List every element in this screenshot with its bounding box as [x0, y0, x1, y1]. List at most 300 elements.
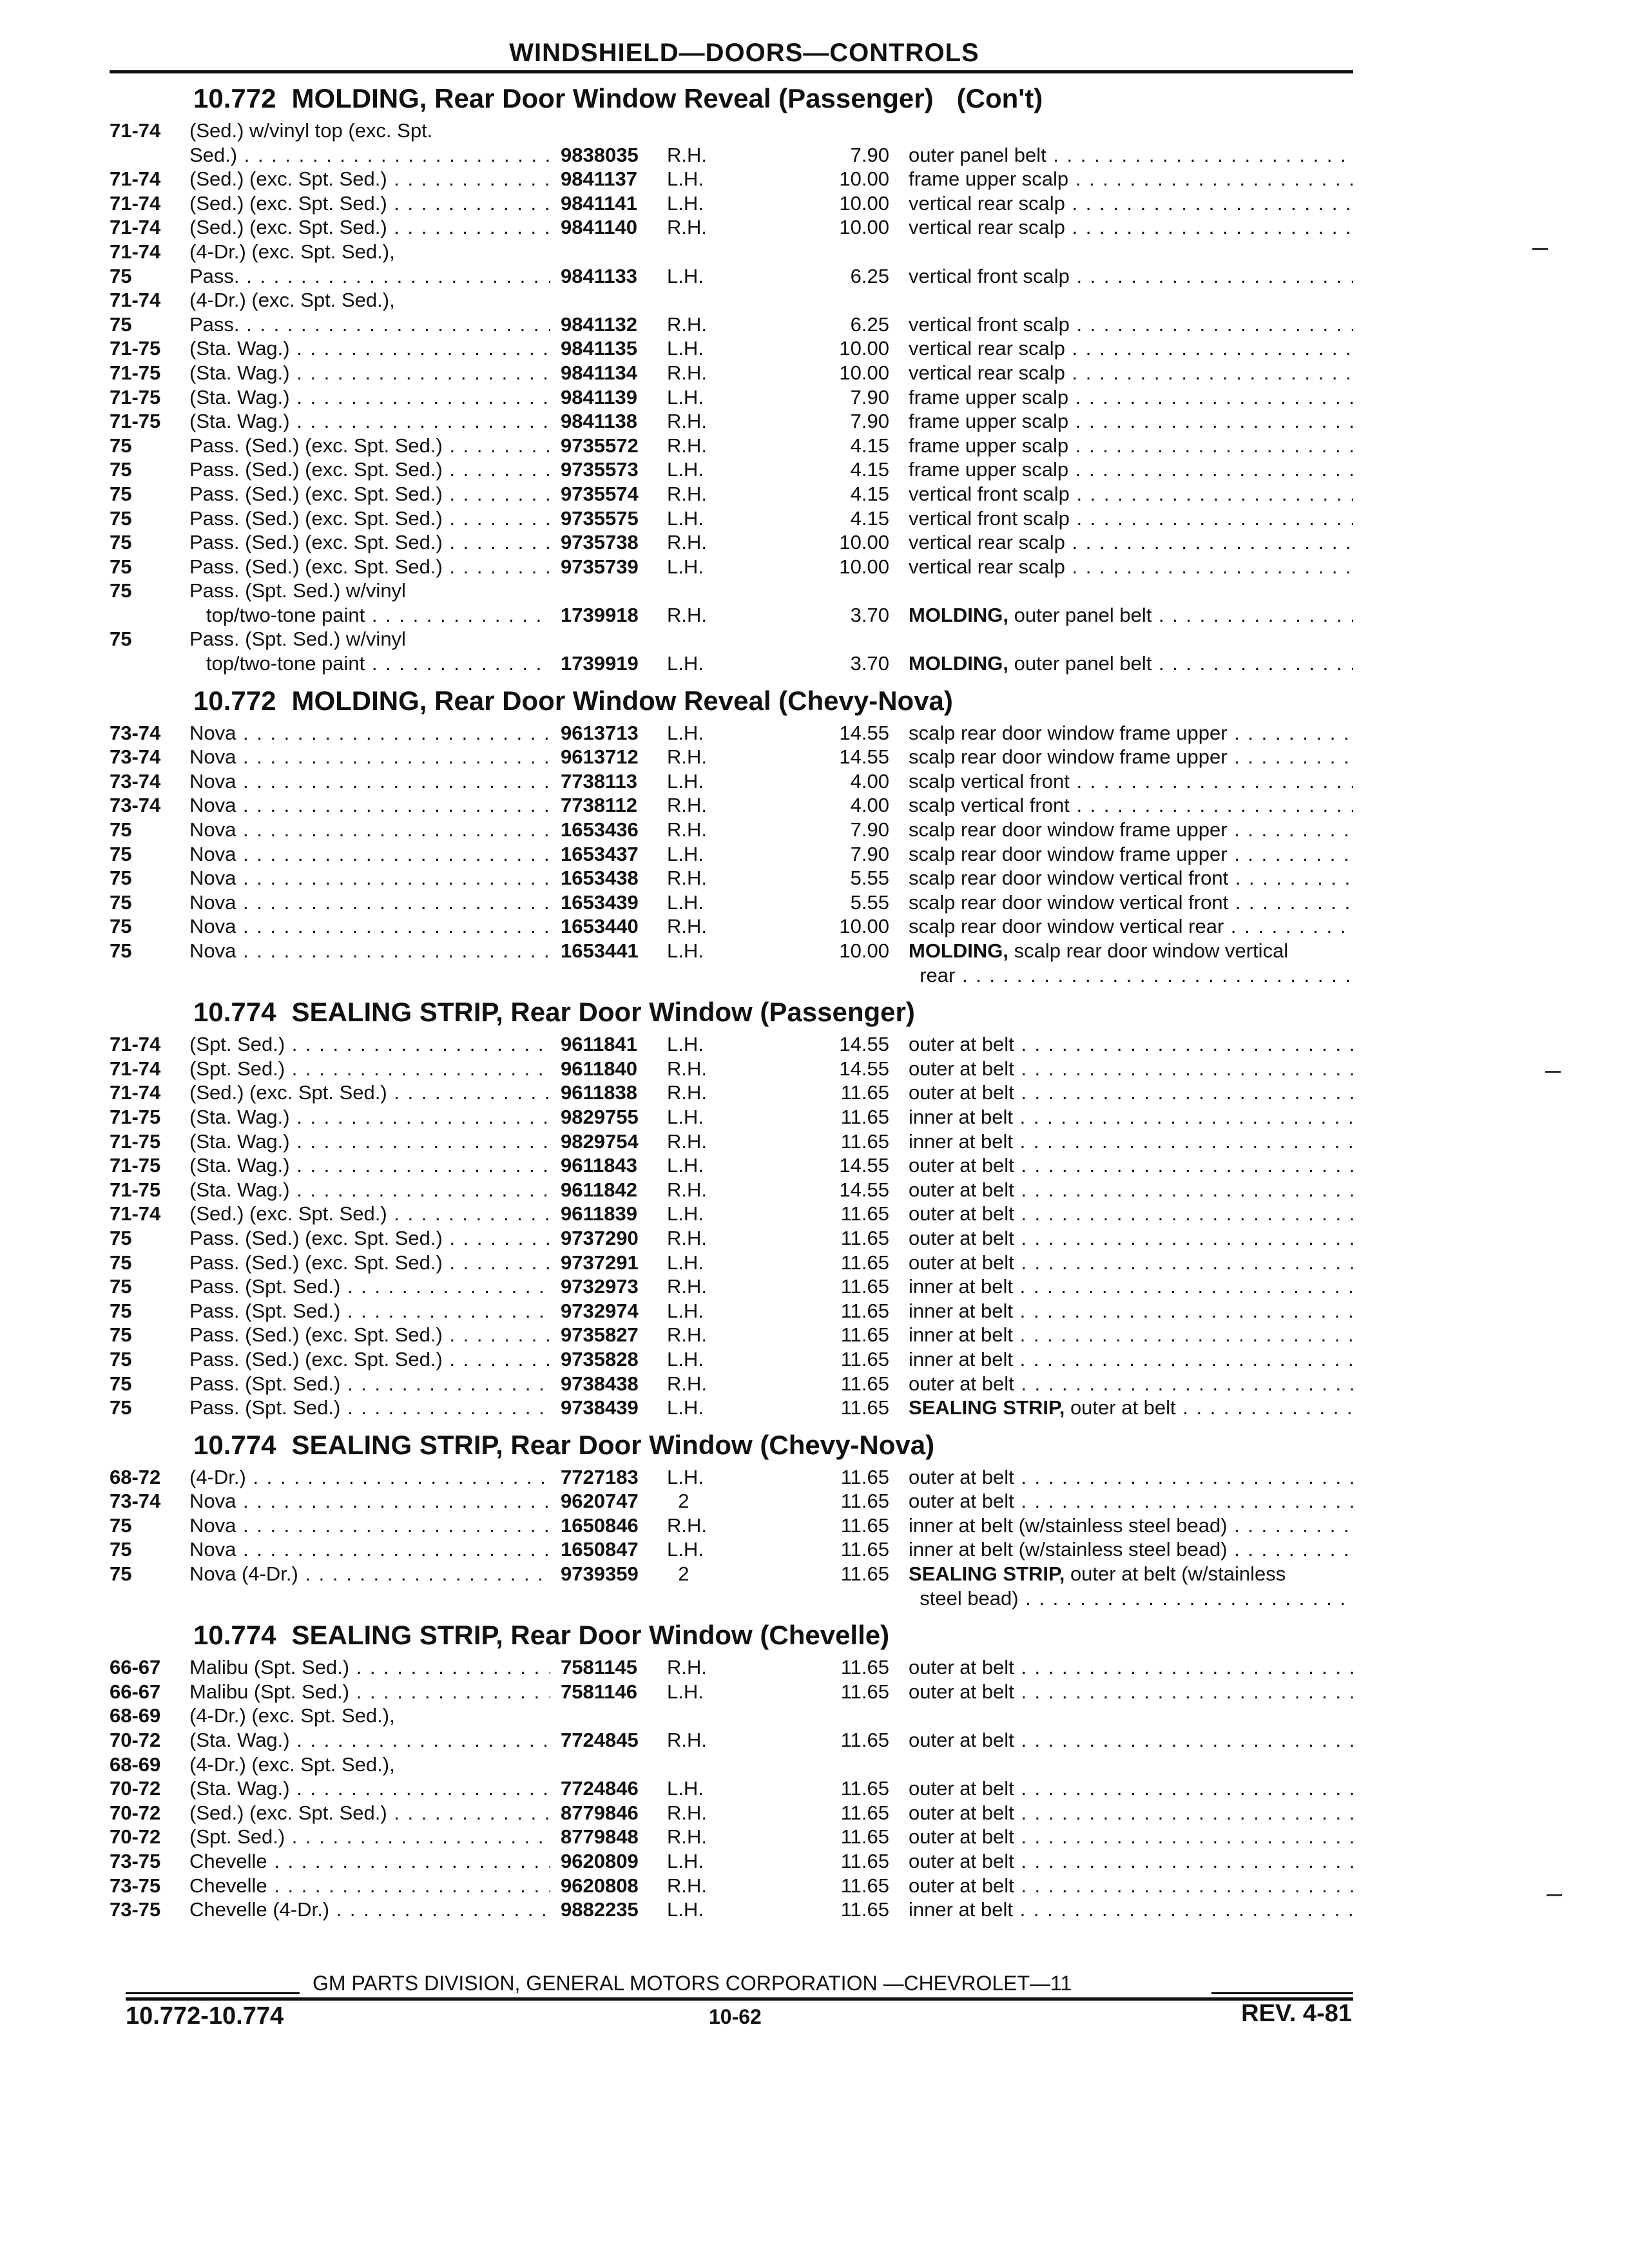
model-year: 75: [110, 939, 132, 962]
description-text: inner at belt (w/stainless steel bead): [909, 1538, 1228, 1561]
table-row: [110, 361, 1353, 385]
price: 10.00: [839, 191, 889, 215]
table-row: [110, 434, 1353, 458]
part-number: 9737291: [561, 1251, 639, 1274]
table-row: [110, 890, 1353, 915]
part-description: [909, 842, 1353, 867]
part-number: 9611838: [561, 1081, 637, 1104]
table-row: [110, 119, 1353, 143]
model-description: Pass. (Sed.) (exc. Spt. Sed.) . . .: [189, 1347, 550, 1372]
footer-section-range: 10.772-10.774: [126, 2003, 284, 2030]
description-text: outer at belt: [909, 1729, 1014, 1752]
price: 11.65: [840, 1680, 889, 1703]
model-year: 73-74: [110, 745, 161, 769]
description-text: outer at belt: [909, 1154, 1014, 1177]
description-text: vertical rear scalp: [909, 191, 1065, 215]
part-number: 9620809: [561, 1850, 639, 1872]
price: 14.55: [839, 1033, 889, 1056]
part-description: [909, 890, 1353, 915]
side-qty: L.H.: [667, 506, 704, 530]
part-description: [909, 1274, 1353, 1299]
part-number: 1739918: [561, 603, 639, 626]
part-number: 7724845: [561, 1729, 639, 1752]
description-text: scalp rear door window vertical front: [909, 867, 1229, 890]
side-qty: R.H.: [667, 312, 707, 336]
table-row: [110, 1251, 1353, 1275]
part-description: [909, 506, 1353, 531]
price: 5.55: [850, 890, 889, 914]
description-text: outer at belt: [909, 1226, 1014, 1249]
model-description: (Sed.) (exc. Spt. Sed.) . . .: [189, 167, 550, 191]
description-text: vertical rear scalp: [909, 337, 1065, 360]
table-row: [110, 793, 1353, 818]
model-description: Nova . . .: [189, 914, 550, 939]
table-row: [110, 651, 1353, 676]
table-row: [110, 603, 1353, 628]
description-text: scalp rear door window frame upper: [909, 721, 1228, 744]
side-qty: L.H.: [667, 337, 704, 360]
price: 11.65: [840, 1299, 889, 1322]
side-qty: L.H.: [667, 721, 704, 744]
footer-rule: [126, 1997, 1353, 2001]
part-description: [909, 191, 1353, 216]
price: 11.65: [840, 1656, 889, 1679]
side-qty: R.H.: [667, 1323, 707, 1347]
model-description: Pass. (Spt. Sed.) w/vinyl: [189, 579, 406, 602]
part-number: 8779848: [561, 1825, 639, 1849]
table-row: [110, 939, 1353, 963]
table-row: [110, 1680, 1353, 1704]
price: 10.00: [839, 531, 889, 554]
part-number: 9841133: [561, 264, 637, 287]
side-qty: R.H.: [667, 143, 707, 166]
description-text: scalp rear door window vertical: [1014, 939, 1289, 962]
model-year: 66-67: [110, 1656, 161, 1679]
part-number: 9611839: [561, 1202, 637, 1225]
model-year: 75: [110, 312, 132, 336]
side-qty: L.H.: [667, 1347, 704, 1370]
footer-division: GM PARTS DIVISION, GENERAL MOTORS CORPORATION —CHEVROLET—11: [313, 1972, 1072, 1995]
part-number: 1653436: [561, 818, 639, 841]
model-description: Nova . . .: [189, 769, 550, 794]
model-description: Nova . . .: [189, 866, 550, 890]
price: 11.65: [840, 1898, 889, 1921]
side-qty: L.H.: [667, 1299, 704, 1322]
part-description: [909, 1489, 1353, 1514]
table-row: [110, 1081, 1353, 1105]
part-description: [909, 143, 1353, 168]
table-row: [110, 482, 1353, 506]
part-number: 9882235: [561, 1898, 639, 1921]
table-row: [110, 1489, 1353, 1514]
part-description: [909, 866, 1353, 890]
price: 7.90: [850, 842, 889, 865]
part-description: [909, 312, 1353, 337]
model-year: 70-72: [110, 1825, 161, 1849]
part-number: 9739359: [561, 1562, 639, 1586]
part-number: 9735828: [561, 1347, 639, 1370]
part-number: 7581146: [561, 1680, 637, 1703]
model-year: 75: [110, 506, 132, 530]
part-description: [909, 1562, 1353, 1586]
part-description: [909, 1801, 1353, 1825]
side-qty: R.H.: [667, 1874, 707, 1897]
part-number: 8779846: [561, 1801, 639, 1824]
side-qty: R.H.: [667, 1825, 707, 1849]
part-description: [909, 1299, 1353, 1323]
section-title: [110, 79, 1353, 119]
section-number: 10.774: [193, 1429, 276, 1460]
description-text: outer at belt: [909, 1465, 1014, 1488]
side-qty: L.H.: [667, 1777, 704, 1800]
price: 11.65: [840, 1226, 889, 1249]
model-year: 71-74: [110, 1057, 161, 1080]
side-qty: L.H.: [667, 1105, 704, 1128]
description-text: frame upper scalp: [909, 458, 1069, 481]
model-description: (Sta. Wag.) . . .: [189, 1105, 550, 1129]
side-qty: R.H.: [667, 745, 707, 769]
model-year: 75: [110, 628, 132, 651]
price: 10.00: [839, 555, 889, 578]
table-row: [110, 1562, 1353, 1586]
part-number: 9841132: [561, 312, 637, 336]
table-row: [110, 336, 1353, 361]
part-number: 9611841: [561, 1033, 637, 1056]
table-row: [110, 1347, 1353, 1372]
part-description: [909, 1202, 1353, 1226]
description-text: outer at belt: [909, 1825, 1014, 1849]
table-row: [110, 1849, 1353, 1874]
part-description: [909, 1874, 1353, 1898]
model-year: 71-75: [110, 410, 161, 433]
description-text: scalp vertical front: [909, 794, 1070, 817]
model-year: 71-74: [110, 216, 161, 239]
table-row: [110, 1274, 1353, 1299]
part-name-bold: SEALING STRIP,: [909, 1562, 1065, 1586]
model-year: 75: [110, 555, 132, 578]
model-description: Nova . . .: [189, 1489, 550, 1514]
table-row: [110, 1299, 1353, 1323]
model-description: Pass. (Spt. Sed.) w/vinyl: [189, 628, 406, 651]
model-year: 75: [110, 1396, 132, 1419]
description-text: outer at belt: [909, 1801, 1014, 1824]
table-row: [110, 866, 1353, 890]
table-row: [110, 769, 1353, 794]
table-row: [110, 1032, 1353, 1057]
footer-page-number: 10-62: [709, 2005, 762, 2028]
part-number: 1653439: [561, 890, 639, 914]
price: 11.65: [840, 1251, 889, 1274]
table-row: [110, 579, 1353, 603]
parts-section: [110, 1425, 1353, 1611]
side-qty: R.H.: [667, 915, 707, 938]
table-row: [110, 457, 1353, 482]
part-description: [909, 745, 1353, 769]
price: 14.55: [839, 1178, 889, 1201]
model-year: 70-72: [110, 1729, 161, 1752]
model-description: (Sta. Wag.) . . .: [189, 385, 550, 410]
table-row: [110, 215, 1353, 240]
model-year: 71-74: [110, 240, 161, 263]
model-year: 75: [110, 434, 132, 457]
model-description: Malibu (Spt. Sed.) . . .: [189, 1655, 550, 1680]
model-year: 71-75: [110, 337, 161, 360]
price: 11.65: [840, 1874, 889, 1897]
price: 10.00: [839, 939, 889, 962]
part-description: [909, 769, 1353, 794]
side-qty: R.H.: [667, 1656, 707, 1679]
model-year: 68-69: [110, 1704, 161, 1727]
description-text: outer at belt (w/stainless: [1070, 1562, 1286, 1586]
table-row: [110, 1372, 1353, 1396]
table-row: [110, 1825, 1353, 1849]
model-description: Nova . . .: [189, 818, 550, 842]
model-year: 75: [110, 1538, 132, 1561]
table-row: [110, 506, 1353, 531]
description-text: scalp vertical front: [909, 769, 1070, 793]
table-row: [110, 1226, 1353, 1251]
table-row: [110, 721, 1353, 745]
side-qty: L.H.: [667, 1251, 704, 1274]
part-name-bold: SEALING STRIP,: [909, 1396, 1065, 1419]
price: 11.65: [840, 1081, 889, 1104]
header-rule: [110, 70, 1353, 73]
side-qty: L.H.: [667, 1680, 704, 1703]
part-description: [909, 1153, 1353, 1178]
description-text: outer at belt: [909, 1202, 1014, 1225]
part-number: 7727183: [561, 1465, 639, 1488]
table-row: [110, 143, 1353, 168]
part-number: 9735574: [561, 482, 639, 505]
model-description: Pass. (Spt. Sed.) . . .: [189, 1372, 550, 1396]
section-heading: SEALING STRIP, Rear Door Window (Chevy-Nova): [291, 1429, 935, 1460]
part-number: 9735738: [561, 531, 639, 554]
margin-mark: [1545, 1071, 1561, 1073]
table-row: [110, 240, 1353, 264]
side-qty: L.H.: [667, 1033, 704, 1056]
price: 7.90: [850, 818, 889, 841]
side-qty: R.H.: [667, 1129, 707, 1153]
table-row: [110, 842, 1353, 867]
sections-container: [110, 79, 1353, 1922]
price: 11.65: [840, 1850, 889, 1872]
side-qty: L.H.: [667, 842, 704, 865]
section-number: 10.774: [193, 1620, 276, 1651]
price: 14.55: [839, 721, 889, 744]
part-description: [909, 555, 1353, 579]
part-description: [909, 530, 1353, 555]
side-qty: R.H.: [667, 434, 707, 457]
part-description: [909, 914, 1353, 939]
parts-section: [110, 79, 1353, 676]
description-text: outer at belt: [1070, 1396, 1176, 1419]
model-year: 71-74: [110, 191, 161, 215]
table-row: [110, 1776, 1353, 1801]
table-row: [110, 1655, 1353, 1680]
price: 11.65: [840, 1202, 889, 1225]
part-description: [909, 434, 1353, 458]
price: 11.65: [840, 1538, 889, 1561]
part-number: 9841134: [561, 361, 637, 384]
model-description: (4-Dr.) . . .: [189, 1465, 550, 1490]
description-text: inner at belt: [909, 1129, 1013, 1153]
model-year: 71-75: [110, 1105, 161, 1128]
side-qty: R.H.: [667, 216, 707, 239]
side-qty: R.H.: [667, 410, 707, 433]
parts-section: [110, 1615, 1353, 1922]
part-number: 9735575: [561, 506, 639, 530]
part-number: 9732973: [561, 1275, 639, 1298]
part-description: [909, 1178, 1353, 1202]
side-qty: R.H.: [667, 361, 707, 384]
price: 7.90: [850, 385, 889, 408]
part-number: 9611843: [561, 1154, 637, 1177]
section-title: [110, 1615, 1353, 1655]
table-row: [110, 818, 1353, 842]
part-description: [909, 1728, 1353, 1753]
price: 14.55: [839, 1057, 889, 1080]
model-year: 71-74: [110, 119, 161, 142]
table-row: [110, 191, 1353, 216]
description-text: outer at belt: [909, 1372, 1014, 1395]
model-year: 71-74: [110, 1202, 161, 1225]
model-year: 71-74: [110, 289, 161, 312]
description-text: inner at belt: [909, 1105, 1013, 1128]
side-qty: L.H.: [667, 168, 704, 191]
part-number: 9838035: [561, 143, 639, 166]
part-description: [909, 963, 1353, 988]
model-description: (Sed.) (exc. Spt. Sed.) . . .: [189, 1801, 550, 1825]
price: 11.65: [840, 1129, 889, 1153]
side-qty: R.H.: [667, 1514, 707, 1537]
price: 4.15: [850, 482, 889, 505]
model-description: Nova . . .: [189, 793, 550, 818]
side-qty: R.H.: [667, 1729, 707, 1752]
table-row: [110, 288, 1353, 312]
model-year: 68-69: [110, 1753, 161, 1776]
side-qty: L.H.: [667, 1465, 704, 1488]
description-text: frame upper scalp: [909, 434, 1069, 457]
price: 11.65: [840, 1347, 889, 1370]
model-description: (Sta. Wag.) . . .: [189, 1178, 550, 1202]
part-description: [909, 409, 1353, 434]
description-text: scalp rear door window frame upper: [909, 842, 1228, 865]
part-number: 9735572: [561, 434, 639, 457]
part-description: [909, 1898, 1353, 1922]
model-year: 75: [110, 579, 132, 602]
model-description: Nova . . .: [189, 745, 550, 769]
model-description: (Spt. Sed.) . . .: [189, 1825, 550, 1849]
part-number: 9611842: [561, 1178, 637, 1201]
table-row: [110, 1153, 1353, 1178]
model-description: (4-Dr.) (exc. Spt. Sed.),: [189, 1753, 395, 1776]
description-text: frame upper scalp: [909, 410, 1069, 433]
price: 11.65: [840, 1825, 889, 1849]
model-description: top/two-tone paint . . .: [189, 603, 550, 628]
model-description: Pass. (Spt. Sed.) . . .: [189, 1299, 550, 1323]
description-text: outer at belt: [909, 1680, 1014, 1703]
description-text: frame upper scalp: [909, 385, 1069, 408]
model-description: Pass. (Sed.) (exc. Spt. Sed.) . . .: [189, 1226, 550, 1251]
part-description: [909, 1537, 1353, 1562]
side-qty: R.H.: [667, 1801, 707, 1824]
price: 11.65: [840, 1105, 889, 1128]
description-text: outer panel belt: [1014, 652, 1152, 675]
part-number: 7738113: [561, 769, 637, 793]
parts-section: [110, 992, 1353, 1420]
model-year: 71-74: [110, 1081, 161, 1104]
side-qty: R.H.: [667, 1178, 707, 1201]
part-number: 7724846: [561, 1777, 639, 1800]
model-description: Pass. (Sed.) (exc. Spt. Sed.) . . .: [189, 457, 550, 482]
model-description: (Spt. Sed.) . . .: [189, 1032, 550, 1057]
side-qty: R.H.: [667, 482, 707, 505]
side-qty: L.H.: [667, 191, 704, 215]
model-description: (Sta. Wag.) . . .: [189, 1776, 550, 1801]
part-number: 9735573: [561, 458, 639, 481]
table-row: [110, 1178, 1353, 1202]
model-description: Pass. . . .: [189, 312, 550, 337]
model-description: Pass. (Sed.) (exc. Spt. Sed.) . . .: [189, 506, 550, 531]
table-row: [110, 914, 1353, 939]
side-qty: L.H.: [667, 1396, 704, 1419]
model-year: 73-74: [110, 769, 161, 793]
side-qty: R.H.: [667, 1275, 707, 1298]
model-description: Nova . . .: [189, 842, 550, 867]
model-description: Chevelle . . .: [189, 1849, 550, 1874]
model-description: Pass. (Sed.) (exc. Spt. Sed.) . . .: [189, 482, 550, 506]
part-number: 9735827: [561, 1323, 639, 1347]
part-number: 9613712: [561, 745, 639, 769]
table-row: [110, 745, 1353, 769]
part-number: 9732974: [561, 1299, 639, 1322]
model-description: Nova . . .: [189, 939, 550, 963]
part-number: 1653441: [561, 939, 639, 962]
model-year: 75: [110, 458, 132, 481]
side-qty: R.H.: [667, 818, 707, 841]
description-text: inner at belt: [909, 1898, 1013, 1921]
part-number: 9738438: [561, 1372, 639, 1395]
section-heading: SEALING STRIP, Rear Door Window (Passenger): [291, 997, 915, 1028]
table-row: [110, 1105, 1353, 1129]
model-description: Malibu (Spt. Sed.) . . .: [189, 1680, 550, 1704]
part-number: 1650847: [561, 1538, 639, 1561]
model-description: (Sed.) (exc. Spt. Sed.) . . .: [189, 1081, 550, 1105]
page-header: WINDSHIELD—DOORS—CONTROLS: [509, 39, 979, 67]
model-description: Pass. (Sed.) (exc. Spt. Sed.) . . .: [189, 530, 550, 555]
description-text: outer at belt: [909, 1251, 1014, 1274]
model-description: Pass. (Spt. Sed.) . . .: [189, 1274, 550, 1299]
description-text: inner at belt: [909, 1347, 1013, 1370]
side-qty: L.H.: [667, 1898, 704, 1921]
model-year: 75: [110, 264, 132, 287]
model-year: 75: [110, 531, 132, 554]
part-description: [909, 482, 1353, 506]
part-name-bold: MOLDING,: [909, 939, 1008, 962]
footer-revision: REV. 4-81: [1241, 2000, 1352, 2027]
side-qty: R.H.: [667, 1226, 707, 1249]
part-description: [909, 1655, 1353, 1680]
model-year: 75: [110, 1275, 132, 1298]
part-number: 9737290: [561, 1226, 639, 1249]
part-number: 1650846: [561, 1514, 639, 1537]
model-description: (Sed.) (exc. Spt. Sed.) . . .: [189, 215, 550, 240]
side-qty: L.H.: [667, 769, 704, 793]
description-text: vertical front scalp: [909, 264, 1070, 287]
part-description: [909, 1105, 1353, 1129]
table-row: [110, 1728, 1353, 1753]
table-row: [110, 1129, 1353, 1154]
